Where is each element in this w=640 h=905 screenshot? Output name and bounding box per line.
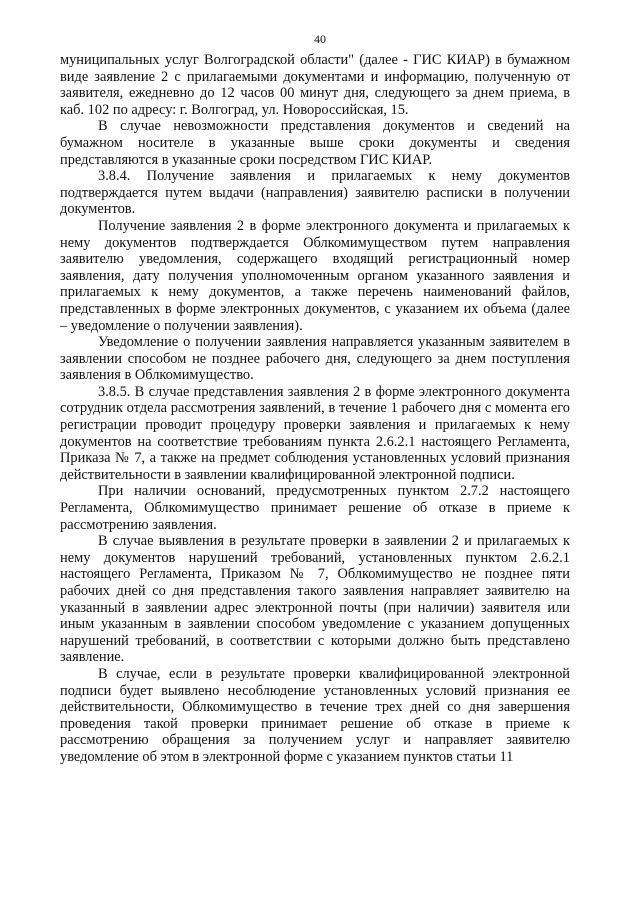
paragraph-electronic-receipt: Получение заявления 2 в форме электронного документа и прилагаемых к нему документов подтверждается Облкомимуществом путем направления заявителю уведомления, содержащего входящий регистрационный номер заявления, дату получения уполномоченным органом указанного заявления и прилагаемых к нему документов, а также перечень наименований файлов, представленных в форме электронных документов, с указанием их объема (далее – уведомление о получении заявления). [60, 217, 570, 334]
paragraph-violations: В случае выявления в результате проверки в заявлении 2 и прилагаемых к нему документов нарушений требований, установленных пунктом 2.6.2.1 настоящего Регламента, Приказом № 7, Облкомимущество не позднее пяти рабочих дней со дня представления такого заявления направляет заявителю на указанный в заявлении адрес электронной почты (при наличии) заявителя или иным указанным в заявлении способом уведомление с указанием допущенных нарушений требований, в соответствии с которыми должно быть представлено заявление. [60, 533, 570, 666]
document-body [60, 52, 570, 766]
paragraph-3-8-5: 3.8.5. В случае представления заявления 2 в форме электронного документа сотрудник отдела рассмотрения заявлений, в течение 1 рабочего дня с момента его регистрации проводит процедуру проверки заявления и прилагаемых к нему документов на соответствие требованиям пункта 2.6.2.1 настоящего Регламента, Приказа № 7, а также на предмет соблюдения установленных условий признания действительности в заявлении квалифицированной электронной подписи. [60, 383, 570, 483]
paragraph-continuation: муниципальных услуг Волгоградской области" (далее - ГИС КИАР) в бумажном виде заявление 2 с прилагаемыми документами и информацию, полученную от заявителя, ежедневно до 12 часов 00 минут дня, следующего за днем приема, в каб. 102 по адресу: г. Волгоград, ул. Новороссийская, 15. [60, 52, 570, 118]
page-number: 40 [314, 32, 326, 46]
paragraph-3-8-4: 3.8.4. Получение заявления и прилагаемых к нему документов подтверждается путем выдачи (направления) заявителю расписки в получении документов. [60, 168, 570, 218]
paragraph-notification: Уведомление о получении заявления направляется указанным заявителем в заявлении способом не позднее рабочего дня, следующего за днем поступления заявления в Облкомимущество. [60, 334, 570, 384]
paragraph-paper-submission: В случае невозможности представления документов и сведений на бумажном носителе в указанные выше сроки документы и сведения представляются в указанные сроки посредством ГИС КИАР. [60, 118, 570, 168]
paragraph-signature-check: В случае, если в результате проверки квалифицированной электронной подписи будет выявлено несоблюдение установленных условий признания ее действительности, Облкомимущество в течение трех дней со дня завершения проведения такой проверки принимает решение об отказе в приеме к рассмотрению обращения за получением услуг и направляет заявителю уведомление об этом в электронной форме с указанием пунктов статьи 11 [60, 665, 570, 765]
paragraph-grounds-refusal: При наличии оснований, предусмотренных пунктом 2.7.2 настоящего Регламента, Облкомимущество принимает решение об отказе в приеме к рассмотрению заявления. [60, 483, 570, 533]
